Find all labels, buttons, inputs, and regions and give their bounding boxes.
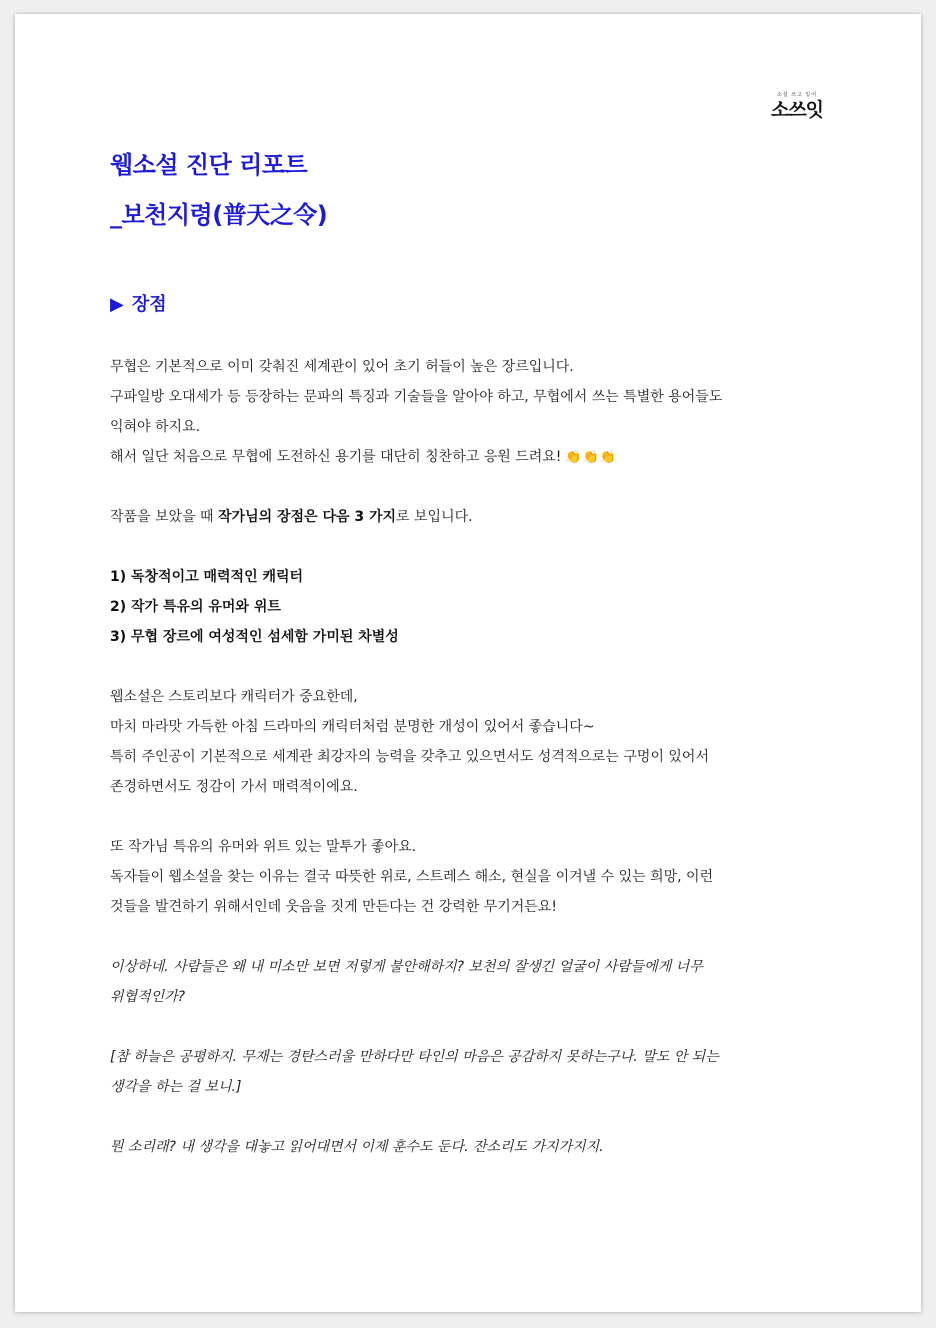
title-line-2: _보천지령(普天之令) — [110, 201, 328, 229]
summary-line — [110, 502, 810, 532]
character-line-1: 웹소설은 스토리보다 캐릭터가 중요한데, — [110, 689, 358, 705]
spacer — [110, 1102, 810, 1132]
report-title — [110, 140, 327, 240]
intro-line-3: 익혀야 하지요. — [110, 419, 201, 435]
summary-prefix: 작품을 보았을 때 — [110, 509, 219, 525]
intro-line-2: 구파일방 오대세가 등 등장하는 문파의 특징과 기술들을 알아야 하고, 무협에서 쓰는 특별한 용어들도 — [110, 389, 723, 405]
spacer — [110, 802, 810, 832]
humor-line-3: 것들을 발견하기 위해서인데 웃음을 짓게 만든다는 건 강력한 무기거든요! — [110, 899, 557, 915]
clapping-hands-icon: 👏👏👏 — [565, 450, 617, 465]
strength-item-3: 3) 무협 장르에 여성적인 섬세함 가미된 차별성 — [110, 629, 399, 645]
quote-3-line-1: 뭔 소리래? 내 생각을 대놓고 읽어대면서 이제 훈수도 둔다. 잔소리도 가지가지지. — [110, 1139, 604, 1155]
spacer — [110, 1012, 810, 1042]
quote-2-line-2: 생각을 하는 걸 보니.] — [110, 1079, 242, 1095]
triangle-marker-icon: ▶ — [110, 294, 124, 315]
summary-bold: 작가님의 장점은 다음 3 가지 — [218, 509, 397, 525]
spacer — [110, 472, 810, 502]
report-body — [110, 352, 810, 1162]
section-heading — [110, 289, 167, 321]
spacer — [110, 652, 810, 682]
logo-tagline: 소설 쓰고 있어 — [776, 92, 818, 98]
humor-line-2: 독자들이 웹소설을 찾는 이유는 결국 따뜻한 위로, 스트레스 해소, 현실을 이겨낼 수 있는 희망, 이런 — [110, 869, 714, 885]
quote-1-line-1: 이상하네. 사람들은 왜 내 미소만 보면 저렇게 불안해하지? 보천의 잘생긴 얼굴이 사람들에게 너무 — [110, 959, 703, 975]
spacer — [110, 532, 810, 562]
section-heading-text: 장점 — [131, 294, 167, 315]
character-line-3: 특히 주인공이 기본적으로 세계관 최강자의 능력을 갖추고 있으면서도 성격적으로는 구멍이 있어서 — [110, 749, 709, 765]
strength-item-2: 2) 작가 특유의 유머와 위트 — [110, 599, 281, 615]
strength-item-1: 1) 독창적이고 매력적인 캐릭터 — [110, 569, 304, 585]
quote-2-line-1: [참 하늘은 공평하지. 무재는 경탄스러울 만하다만 타인의 마음은 공감하지 못하는구나. 말도 안 되는 — [110, 1049, 719, 1065]
summary-suffix: 로 보입니다. — [396, 509, 473, 525]
intro-line-4-text: 해서 일단 처음으로 무협에 도전하신 용기를 대단히 칭찬하고 응원 드려요! — [110, 449, 562, 465]
spacer — [110, 922, 810, 952]
logo-name: 소쓰잇 — [770, 99, 824, 121]
character-line-4: 존경하면서도 정감이 가서 매력적이에요. — [110, 779, 358, 795]
quote-1-line-2: 위협적인가? — [110, 989, 186, 1005]
brand-logo — [767, 92, 827, 121]
document-page — [15, 14, 921, 1312]
intro-line-4 — [110, 442, 810, 472]
humor-line-1: 또 작가님 특유의 유머와 위트 있는 말투가 좋아요. — [110, 839, 417, 855]
title-line-1: 웹소설 진단 리포트 — [110, 151, 308, 179]
character-line-2: 마치 마라맛 가득한 아침 드라마의 캐릭터처럼 분명한 개성이 있어서 좋습니다~ — [110, 719, 595, 735]
intro-line-1: 무협은 기본적으로 이미 갖춰진 세계관이 있어 초기 허들이 높은 장르입니다. — [110, 359, 574, 375]
